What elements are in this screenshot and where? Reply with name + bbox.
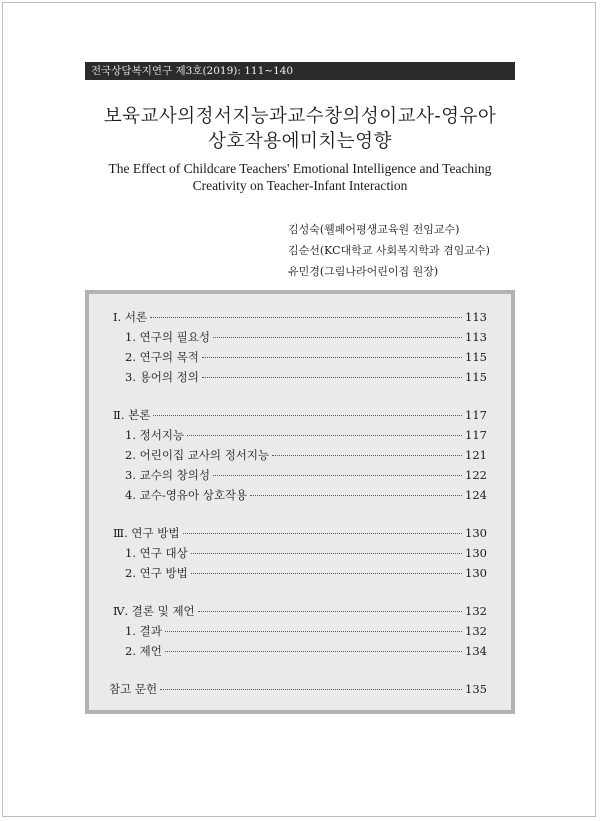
toc-leader: [198, 611, 462, 612]
english-title: [60, 160, 540, 194]
author-1: 김성숙(웰페어평생교육원 전임교수): [288, 223, 460, 236]
toc-page: 121: [465, 448, 487, 462]
toc-leader: [183, 533, 463, 534]
toc-item-2-1[interactable]: [125, 427, 487, 443]
toc-leader: [187, 435, 462, 436]
toc-page: 115: [465, 370, 487, 384]
toc-leader: [202, 377, 462, 378]
author-2: 김순선(KC대학교 사회복지학과 겸임교수): [288, 244, 490, 257]
english-title-line-2: Creativity on Teacher-Infant Interaction: [192, 178, 408, 193]
toc-leader: [153, 415, 462, 416]
toc-page: 117: [465, 408, 487, 422]
toc-leader: [191, 553, 462, 554]
toc-label: 2. 제언: [125, 644, 162, 658]
toc-label: Ⅰ. 서론: [113, 310, 148, 324]
table-of-contents: [85, 290, 515, 714]
author-3: 유민경(그림나라어린이집 원장): [288, 265, 439, 278]
toc-label: 4. 교수-영유아 상호작용: [125, 488, 248, 502]
toc-leader: [213, 475, 462, 476]
toc-label: Ⅳ. 결론 및 제언: [113, 604, 195, 618]
toc-item-2-2[interactable]: [125, 447, 487, 463]
author-list: [288, 219, 568, 282]
toc-page: 117: [465, 428, 487, 442]
toc-leader: [165, 631, 462, 632]
toc-item-4-1[interactable]: [125, 623, 487, 639]
toc-page: 122: [465, 468, 487, 482]
toc-page: 130: [465, 526, 487, 540]
toc-label: 2. 연구의 목적: [125, 350, 199, 364]
toc-section-4[interactable]: [113, 603, 487, 619]
toc-item-3-2[interactable]: [125, 565, 487, 581]
toc-section-3[interactable]: [113, 525, 487, 541]
toc-label: 1. 연구의 필요성: [125, 330, 210, 344]
toc-label: 1. 결과: [125, 624, 162, 638]
toc-page: 115: [465, 350, 487, 364]
toc-page: 135: [465, 682, 487, 696]
toc-leader: [250, 495, 462, 496]
toc-page: 130: [465, 546, 487, 560]
toc-references[interactable]: [109, 681, 487, 697]
toc-label: Ⅱ. 본론: [113, 408, 151, 422]
toc-page: 132: [465, 604, 487, 618]
toc-leader: [213, 337, 462, 338]
toc-item-2-4[interactable]: [125, 487, 487, 503]
journal-header: 전국상담복지연구 제3호(2019): 111~140: [85, 62, 515, 80]
toc-label: 참고 문헌: [109, 682, 158, 696]
korean-title-line-1: 보육교사의정서지능과교수창의성이교사-영유아: [103, 106, 497, 127]
toc-leader: [272, 455, 462, 456]
toc-section-2[interactable]: [113, 407, 487, 423]
toc-section-1[interactable]: [113, 309, 487, 325]
toc-page: 124: [465, 488, 487, 502]
toc-leader: [191, 573, 462, 574]
toc-page: 134: [465, 644, 487, 658]
toc-label: 3. 교수의 창의성: [125, 468, 210, 482]
korean-title-line-2: 상호작용에미치는영향: [208, 131, 392, 152]
toc-item-2-3[interactable]: [125, 467, 487, 483]
korean-title: [60, 104, 540, 154]
toc-item-1-3[interactable]: [125, 369, 487, 385]
toc-leader: [150, 317, 462, 318]
toc-label: 2. 어린이집 교사의 정서지능: [125, 448, 270, 462]
toc-item-4-2[interactable]: [125, 643, 487, 659]
english-title-line-1: The Effect of Childcare Teachers' Emotional Intelligence and Teaching: [108, 161, 492, 176]
toc-label: Ⅲ. 연구 방법: [113, 526, 180, 540]
toc-item-3-1[interactable]: [125, 545, 487, 561]
toc-item-1-2[interactable]: [125, 349, 487, 365]
toc-page: 132: [465, 624, 487, 638]
toc-label: 2. 연구 방법: [125, 566, 188, 580]
toc-label: 3. 용어의 정의: [125, 370, 199, 384]
toc-leader: [202, 357, 462, 358]
toc-item-1-1[interactable]: [125, 329, 487, 345]
toc-page: 130: [465, 566, 487, 580]
toc-leader: [165, 651, 462, 652]
toc-label: 1. 정서지능: [125, 428, 185, 442]
toc-page: 113: [465, 330, 487, 344]
toc-leader: [160, 689, 462, 690]
toc-label: 1. 연구 대상: [125, 546, 188, 560]
toc-page: 113: [465, 310, 487, 324]
